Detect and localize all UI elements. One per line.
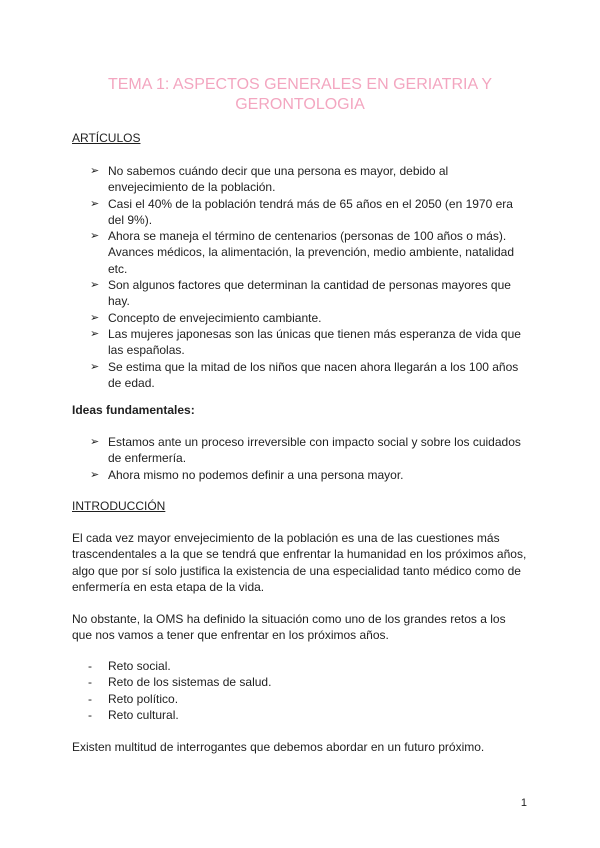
intro-paragraph-1: El cada vez mayor envejecimiento de la población es una de las cuestiones más trascendentales a la que se tendrá que enfrentar la humanidad en los próximos años, algo que por sí solo justifica la existencia de una especialidad tanto médico como de enfermería en esta etapa de la vida. xyxy=(72,531,527,594)
list-item: ➢ Ahora mismo no podemos definir a una persona mayor. xyxy=(90,467,404,482)
list-item: - Reto cultural. xyxy=(88,707,179,722)
list-item: ➢ No sabemos cuándo decir que una persona es mayor, debido al envejecimiento de la población. xyxy=(90,164,449,195)
page-number: 1 xyxy=(520,797,527,809)
dash-bullet-icon: - xyxy=(88,675,92,690)
arrow-bullet-icon: ➢ xyxy=(90,468,100,481)
arrow-bullet-icon: ➢ xyxy=(90,360,100,373)
dash-bullet-icon: - xyxy=(88,691,92,706)
ideas-list xyxy=(90,434,530,483)
list-item: - Reto político. xyxy=(88,691,179,706)
retos-list xyxy=(88,658,271,723)
list-item: - Reto social. xyxy=(88,659,171,673)
list-item: ➢ Son algunos factores que determinan la cantidad de personas mayores que hay. xyxy=(90,278,511,309)
intro-paragraph-2: No obstante, la OMS ha definido la situación como uno de los grandes retos a los que nos vamos a tener que enfrentar en los próximos años. xyxy=(72,612,506,643)
arrow-bullet-icon: ➢ xyxy=(90,197,100,210)
list-item: ➢ Ahora se maneja el término de centenarios (personas de 100 años o más). Avances médicos, la alimentación, la prevención, medio ambiente, natalidad etc. xyxy=(90,229,515,276)
intro-paragraph-3: Existen multitud de interrogantes que debemos abordar en un futuro próximo. xyxy=(72,740,485,754)
arrow-bullet-icon: ➢ xyxy=(90,327,100,340)
arrow-bullet-icon: ➢ xyxy=(90,279,100,292)
dash-bullet-icon: - xyxy=(88,707,92,722)
list-item: ➢ Concepto de envejecimiento cambiante. xyxy=(90,310,322,325)
list-item: ➢ Se estima que la mitad de los niños que nacen ahora llegarán a los 100 años de edad. xyxy=(90,359,519,390)
list-item: ➢ Casi el 40% de la población tendrá más de 65 años en el 2050 (en 1970 era del 9%). xyxy=(90,196,513,227)
list-item: ➢ Estamos ante un proceso irreversible con impacto social y sobre los cuidados de enfermería. xyxy=(90,435,521,466)
page-title: TEMA 1: ASPECTOS GENERALES EN GERIATRIA Y GERONTOLOGIA xyxy=(107,76,493,113)
articulos-list xyxy=(90,163,530,391)
section-heading-introduccion: INTRODUCCIÓN xyxy=(72,499,166,513)
arrow-bullet-icon: ➢ xyxy=(90,311,100,324)
section-heading-articulos: ARTÍCULOS xyxy=(72,131,141,145)
list-item: ➢ Las mujeres japonesas son las únicas que tienen más esperanza de vida que las españolas. xyxy=(90,326,521,358)
arrow-bullet-icon: ➢ xyxy=(90,230,100,243)
arrow-bullet-icon: ➢ xyxy=(90,436,100,448)
section-heading-ideas: Ideas fundamentales: xyxy=(72,403,195,417)
dash-bullet-icon: - xyxy=(88,659,92,673)
arrow-bullet-icon: ➢ xyxy=(90,165,100,177)
list-item: - Reto de los sistemas de salud. xyxy=(88,675,272,690)
